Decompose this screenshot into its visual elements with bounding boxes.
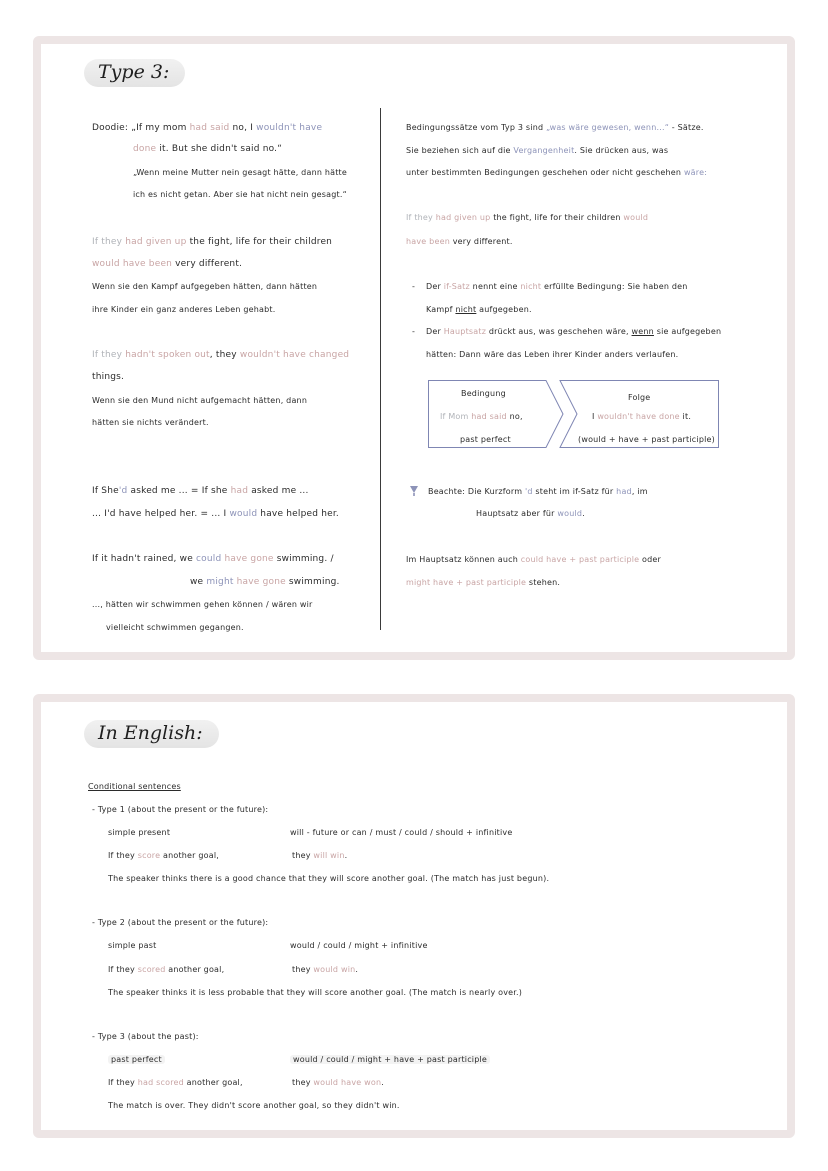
example2-line1: If they hadn't spoken out, they wouldn't have changed (92, 350, 350, 360)
modal-example-line2: we might have gone swimming. (190, 577, 340, 587)
condition-box-example: If Mom had said no, (440, 412, 523, 421)
note-line2: Hauptsatz aber für would. (476, 509, 585, 518)
bullet2-line2: hätten: Dann wäre das Leben ihrer Kinder anders verlaufen. (426, 350, 679, 359)
result-box-formula: (would + have + past participle) (578, 435, 715, 444)
type1-heading: - Type 1 (about the present or the future): (92, 805, 269, 814)
result-box-heading: Folge (628, 393, 651, 402)
example1-line2: would have been very different. (92, 259, 243, 269)
note-line1: Beachte: Die Kurzform 'd steht im if-Satz für had, im (428, 487, 648, 496)
type3-example-if: If they had scored another goal, (108, 1078, 243, 1087)
conditional-heading: Conditional sentences (88, 782, 181, 791)
condition-box-tense: past perfect (460, 435, 511, 444)
doodie-translation-line1: „Wenn meine Mutter nein gesagt hätte, dann hätte (133, 168, 348, 177)
type1-example-if: If they score another goal, (108, 851, 220, 860)
english-title: In English: (84, 720, 219, 748)
bullet2-line1: Der Hauptsatz drückt aus, was geschehen wäre, wenn sie aufgegeben (426, 327, 722, 336)
type2-if-form: simple past (108, 941, 157, 950)
modal-translation-line1: ..., hätten wir schwimmen gehen können / wären wir (92, 600, 313, 609)
type1-if-form: simple present (108, 828, 171, 837)
modal-translation-line2: vielleicht schwimmen gegangen. (106, 623, 244, 632)
type2-heading: - Type 2 (about the present or the future): (92, 918, 269, 927)
right-example-line1: If they had given up the fight, life for their children would (406, 213, 649, 222)
bullet1-line1: Der if-Satz nennt eine nicht erfüllte Bedingung: Sie haben den (426, 282, 688, 291)
example2-translation-line1: Wenn sie den Mund nicht aufgemacht hätten, dann (92, 396, 308, 405)
english-card (33, 694, 795, 1138)
bullet1-dash: - (412, 282, 416, 291)
short-form-line1: If She'd asked me ... = If she had asked me ... (92, 486, 309, 496)
modal-note-line2: might have + past participle stehen. (406, 578, 561, 587)
type2-main-form: would / could / might + infinitive (290, 941, 428, 950)
example1-translation-line2: ihre Kinder ein ganz anderes Leben gehabt. (92, 305, 276, 314)
type2-example-main: they would win. (292, 965, 359, 974)
type3-if-form: past perfect (108, 1054, 165, 1066)
bullet2-dash: - (412, 327, 416, 336)
intro-line1: Bedingungssätze vom Typ 3 sind „was wäre gewesen, wenn...“ - Sätze. (406, 123, 704, 132)
doodie-quote-line1: Doodie: „If my mom had said no, I wouldn't have (92, 123, 323, 133)
type2-example-if: If they scored another goal, (108, 965, 225, 974)
example1-translation-line1: Wenn sie den Kampf aufgegeben hätten, dann hätten (92, 282, 318, 291)
column-divider (380, 108, 381, 630)
type3-main-form: would / could / might + have + past participle (290, 1054, 490, 1066)
pin-icon (409, 485, 419, 497)
doodie-translation-line2: ich es nicht getan. Aber sie hat nicht nein gesagt.“ (133, 190, 347, 199)
example2-translation-line2: hätten sie nichts verändert. (92, 418, 209, 427)
intro-line2: Sie beziehen sich auf die Vergangenheit. Sie drücken aus, was (406, 146, 669, 155)
result-box-example: I wouldn't have done it. (592, 412, 692, 421)
condition-box-heading: Bedingung (461, 389, 506, 398)
type3-explanation: The match is over. They didn't score another goal, so they didn't win. (108, 1101, 400, 1110)
type3-heading: - Type 3 (about the past): (92, 1032, 199, 1041)
type1-main-form: will - future or can / must / could / should + infinitive (290, 828, 513, 837)
example2-line2: things. (92, 372, 125, 382)
type1-example-main: they will win. (292, 851, 348, 860)
short-form-line2: ... I'd have helped her. = ... I would have helped her. (92, 509, 339, 519)
modal-example-line1: If it hadn't rained, we could have gone swimming. / (92, 554, 334, 564)
type1-explanation: The speaker thinks there is a good chance that they will score another goal. (The match has just begun). (108, 874, 550, 883)
type3-title: Type 3: (84, 59, 185, 87)
right-example-line2: have been very different. (406, 237, 513, 246)
example1-line1: If they had given up the fight, life for their children (92, 237, 333, 247)
type2-explanation: The speaker thinks it is less probable that they will score another goal. (The match is nearly over.) (108, 988, 523, 997)
intro-line3: unter bestimmten Bedingungen geschehen oder nicht geschehen wäre: (406, 168, 708, 177)
modal-note-line1: Im Hauptsatz können auch could have + past participle oder (406, 555, 662, 564)
doodie-quote-line2: done it. But she didn't said no.“ (133, 144, 283, 154)
bullet1-line2: Kampf nicht aufgegeben. (426, 305, 532, 314)
type3-example-main: they would have won. (292, 1078, 384, 1087)
